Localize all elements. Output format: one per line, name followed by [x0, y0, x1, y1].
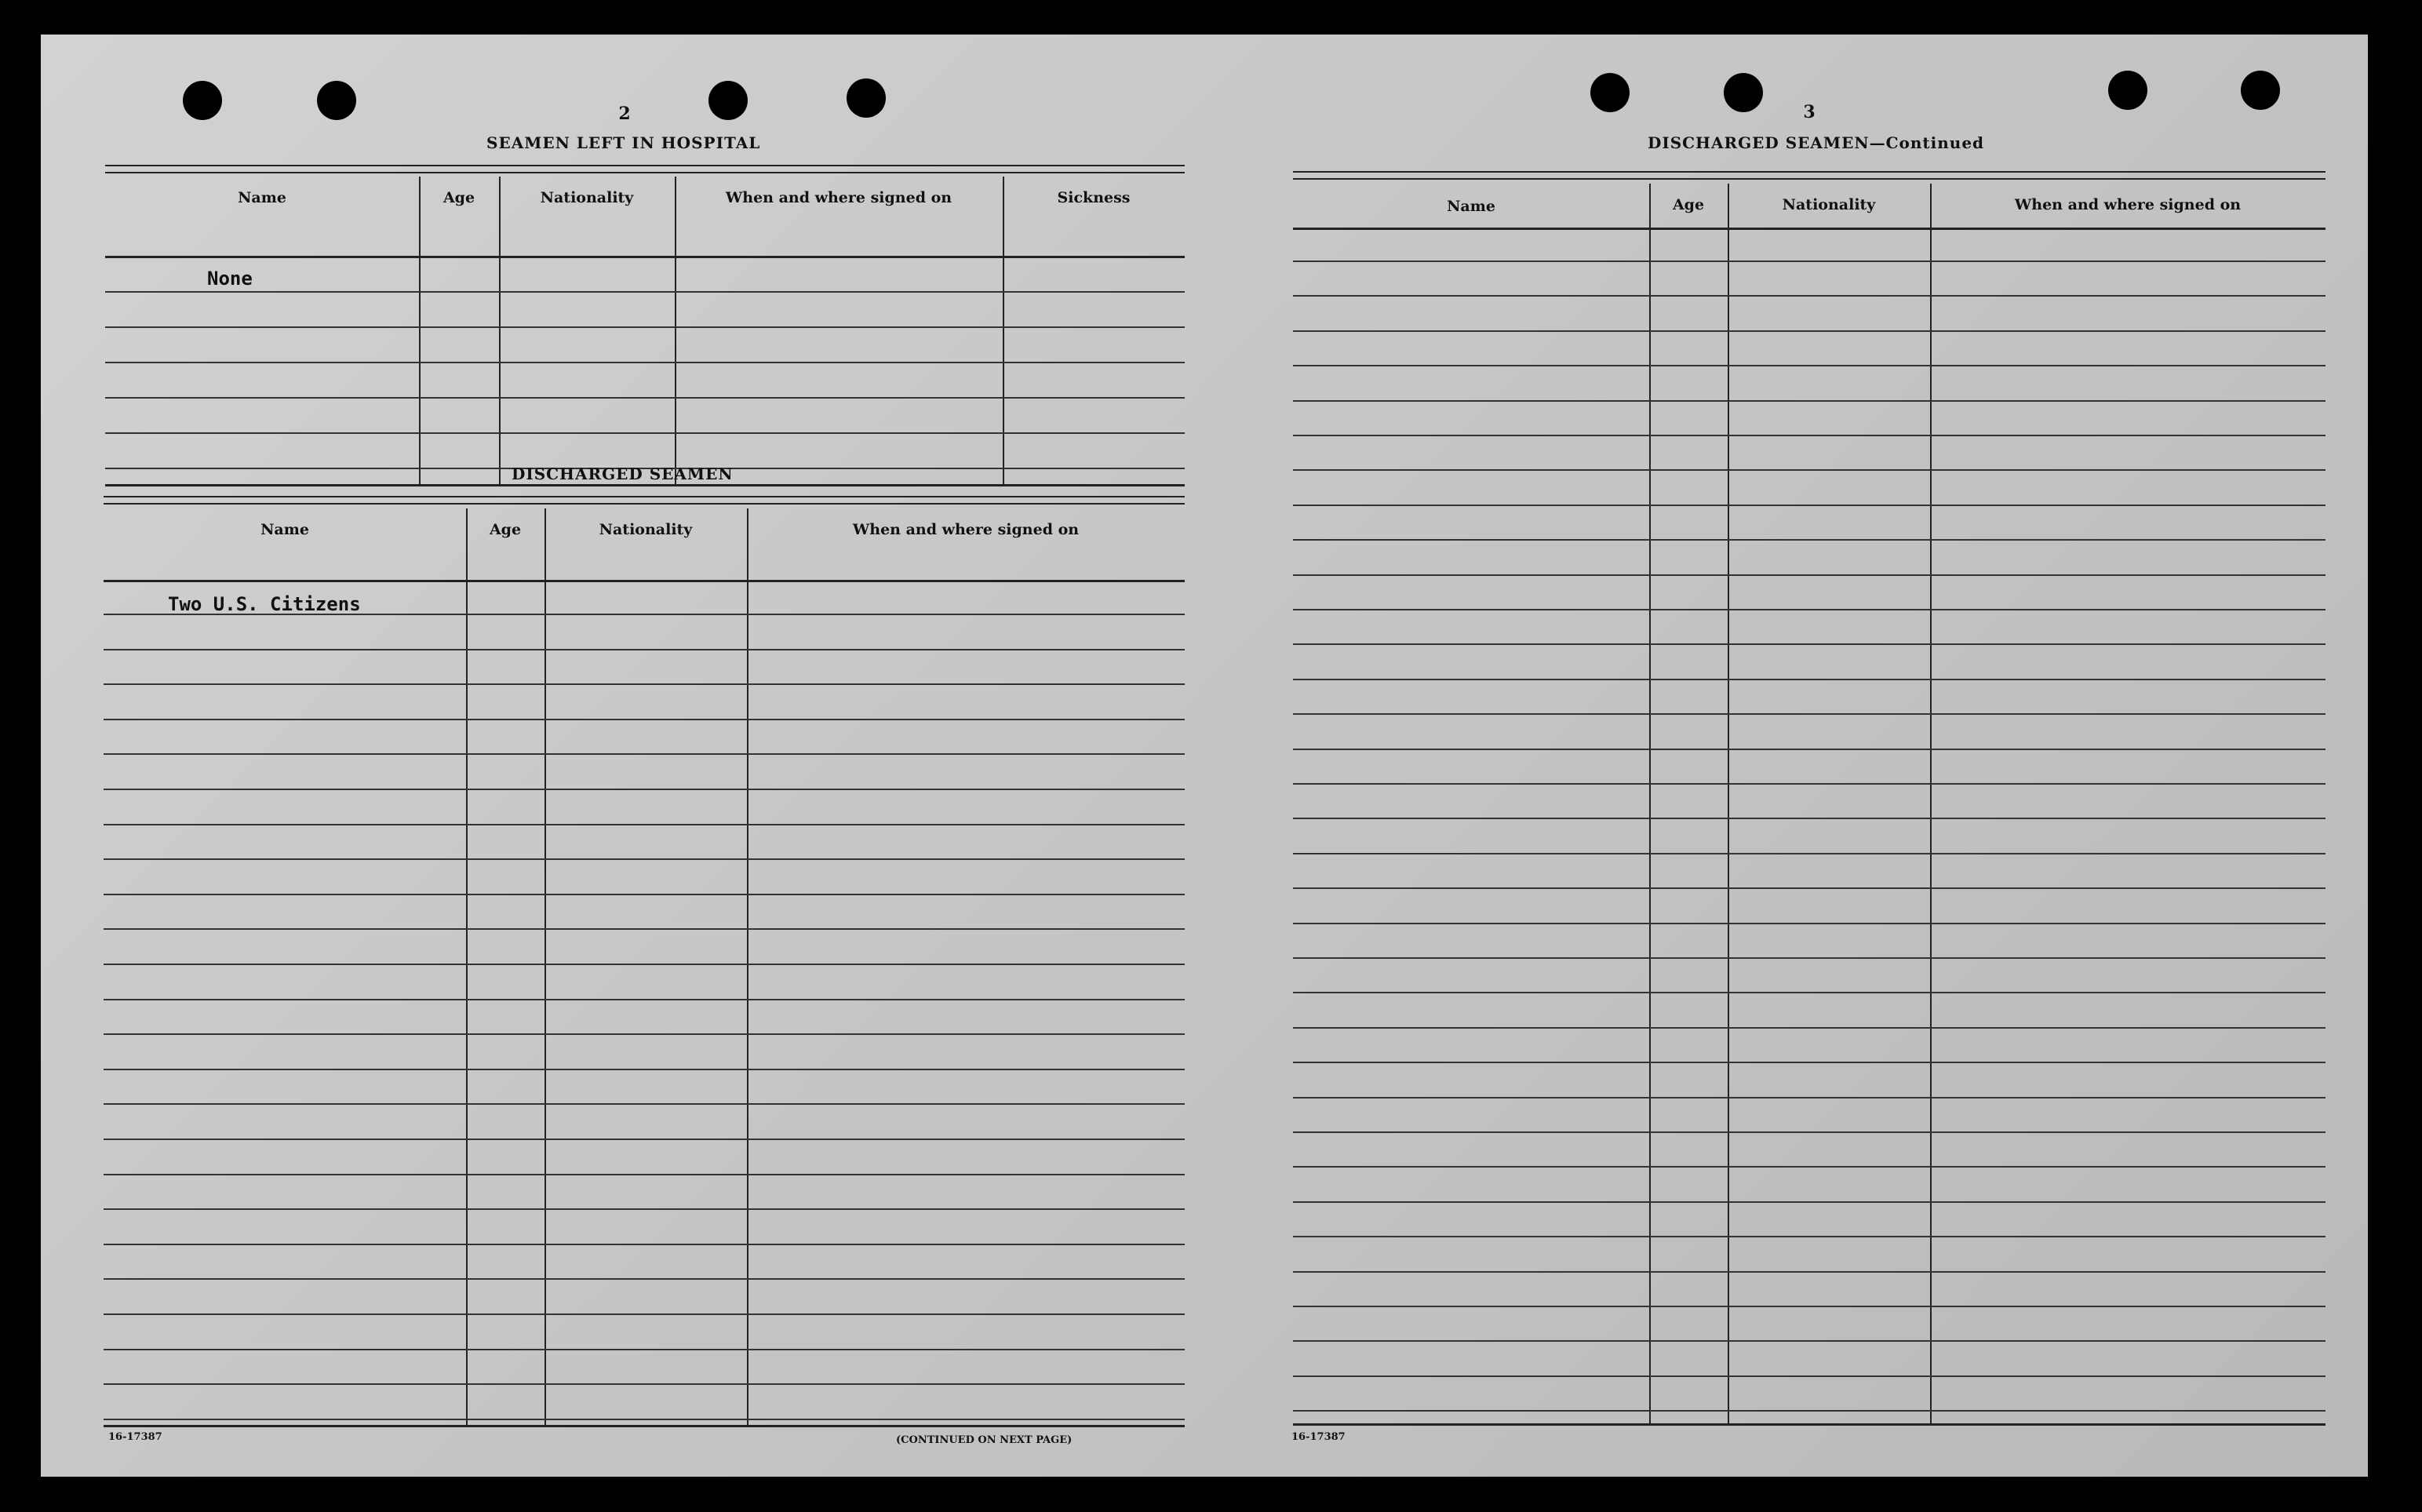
discharged-section-title: DISCHARGED SEAMEN: [512, 465, 734, 483]
table-bottom-rule: [1293, 1423, 2325, 1426]
column-header-age: Age: [443, 189, 475, 206]
page-number: 3: [1803, 102, 1816, 122]
row-rule: [104, 928, 1185, 930]
column-header-nationality: Nationality: [599, 521, 693, 538]
row-rule: [104, 824, 1185, 825]
row-rule: [104, 789, 1185, 790]
column-divider: [466, 508, 468, 1426]
row-rule: [1293, 1410, 2325, 1412]
punch-hole: [2108, 71, 2147, 110]
punch-hole: [317, 81, 356, 120]
row-rule: [104, 1244, 1185, 1245]
header-rule: [105, 256, 1185, 258]
row-rule: [1293, 1097, 2325, 1098]
row-rule: [1293, 1306, 2325, 1307]
discharged-continued-table: [1293, 184, 2325, 1425]
row-rule: [104, 1069, 1185, 1070]
row-rule: [1293, 539, 2325, 541]
page-number: 2: [618, 104, 631, 124]
table-bottom-rule: [105, 484, 1185, 486]
row-rule: [1293, 1375, 2325, 1377]
row-rule: [1293, 923, 2325, 924]
row-rule: [104, 894, 1185, 895]
row-rule: [104, 1383, 1185, 1385]
row-rule: [1293, 261, 2325, 262]
row-rule: [1293, 1131, 2325, 1133]
row-rule: [1293, 365, 2325, 366]
discharged-entry-name: Two U.S. Citizens: [168, 593, 361, 615]
section-divider: [104, 496, 1185, 505]
row-rule: [1293, 400, 2325, 402]
row-rule: [1293, 505, 2325, 506]
document-sheet: [41, 35, 2368, 1477]
column-divider: [544, 508, 546, 1426]
row-rule: [1293, 957, 2325, 959]
column-divider: [1003, 177, 1004, 486]
row-rule: [1293, 1340, 2325, 1342]
row-rule: [1293, 1027, 2325, 1029]
form-number: 16-17387: [108, 1431, 162, 1443]
row-rule: [1293, 679, 2325, 680]
discharged-table: [104, 508, 1185, 1426]
row-rule: [105, 326, 1185, 328]
row-rule: [1293, 992, 2325, 993]
hospital-entry-name: None: [207, 268, 253, 290]
row-rule: [1293, 1062, 2325, 1063]
header-rule: [104, 580, 1185, 582]
form-number: 16-17387: [1291, 1431, 1346, 1443]
column-header-age: Age: [489, 521, 522, 538]
row-rule: [104, 1313, 1185, 1315]
row-rule: [104, 649, 1185, 650]
row-rule: [104, 1139, 1185, 1140]
row-rule: [104, 858, 1185, 860]
row-rule: [1293, 1236, 2325, 1237]
row-rule: [1293, 643, 2325, 645]
column-header-signed-on: When and where signed on: [852, 521, 1080, 538]
row-rule: [104, 999, 1185, 1000]
column-header-nationality: Nationality: [1782, 196, 1876, 213]
hospital-section-title: SEAMEN LEFT IN HOSPITAL: [486, 133, 761, 152]
row-rule: [1293, 469, 2325, 471]
row-rule: [1293, 435, 2325, 436]
row-rule: [1293, 713, 2325, 715]
row-rule: [1293, 1166, 2325, 1168]
row-rule: [1293, 574, 2325, 576]
row-rule: [104, 1103, 1185, 1105]
row-rule: [1293, 1201, 2325, 1203]
row-rule: [1293, 1271, 2325, 1273]
row-rule: [105, 397, 1185, 399]
column-divider: [1728, 184, 1729, 1425]
row-rule: [1293, 818, 2325, 819]
column-header-signed-on: When and where signed on: [2014, 196, 2242, 213]
row-rule: [104, 753, 1185, 755]
punch-hole: [1590, 73, 1630, 112]
hospital-table: [105, 177, 1185, 486]
row-rule: [1293, 295, 2325, 297]
row-rule: [1293, 783, 2325, 785]
table-bottom-rule: [104, 1425, 1185, 1427]
row-rule: [1293, 609, 2325, 610]
column-header-age: Age: [1672, 196, 1705, 213]
continued-section-title: DISCHARGED SEAMEN—Continued: [1648, 133, 1985, 152]
row-rule: [104, 683, 1185, 685]
header-rule: [1293, 228, 2325, 230]
row-rule: [104, 1174, 1185, 1175]
row-rule: [105, 291, 1185, 293]
column-divider: [419, 177, 421, 486]
section-divider: [105, 165, 1185, 173]
continued-note: (CONTINUED ON NEXT PAGE): [896, 1434, 1073, 1446]
row-rule: [104, 1349, 1185, 1350]
column-divider: [747, 508, 748, 1426]
punch-hole: [2241, 71, 2280, 110]
row-rule: [104, 719, 1185, 720]
column-divider: [1930, 184, 1932, 1425]
column-header-name: Name: [260, 521, 309, 538]
row-rule: [104, 1419, 1185, 1420]
row-rule: [1293, 887, 2325, 889]
column-divider: [675, 177, 676, 486]
row-rule: [105, 432, 1185, 434]
punch-hole: [183, 81, 222, 120]
row-rule: [104, 1208, 1185, 1210]
column-header-nationality: Nationality: [540, 189, 634, 206]
column-header-name: Name: [1447, 198, 1495, 215]
punch-hole: [847, 78, 886, 118]
row-rule: [1293, 853, 2325, 854]
column-divider: [499, 177, 501, 486]
row-rule: [104, 964, 1185, 965]
row-rule: [104, 1278, 1185, 1280]
punch-hole: [708, 81, 748, 120]
row-rule: [104, 1033, 1185, 1035]
column-divider: [1649, 184, 1651, 1425]
column-header-sickness: Sickness: [1057, 189, 1131, 206]
row-rule: [105, 362, 1185, 363]
section-divider: [1293, 171, 2325, 180]
row-rule: [1293, 330, 2325, 332]
column-header-signed-on: When and where signed on: [725, 189, 952, 206]
row-rule: [1293, 749, 2325, 750]
punch-hole: [1724, 73, 1763, 112]
column-header-name: Name: [238, 189, 286, 206]
